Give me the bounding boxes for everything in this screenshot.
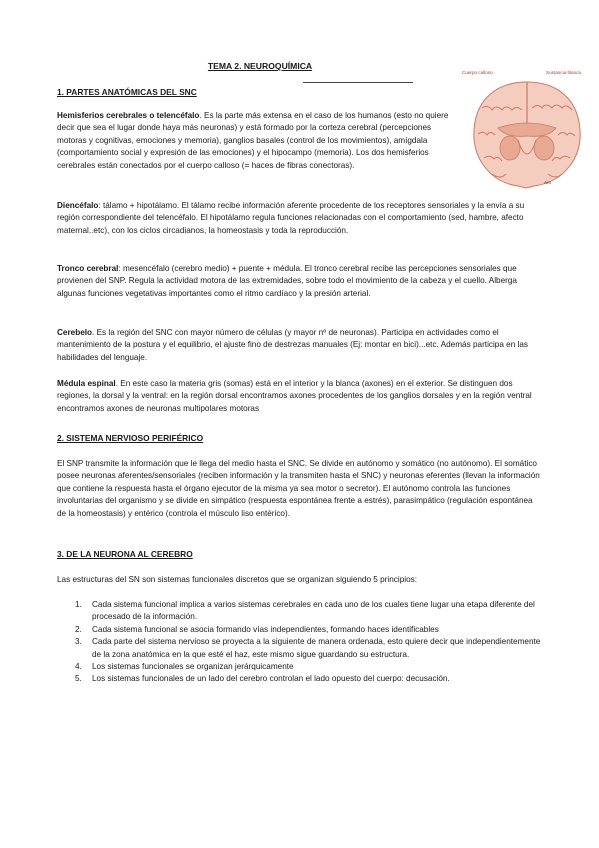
section-heading-3: 3. DE LA NEURONA AL CEREBRO	[57, 549, 193, 559]
list-item-text: Cada sistema funcional implica a varios sistemas cerebrales en cada uno de los cuales tiene lugar una etapa diferente del procesado de la información.	[92, 600, 535, 622]
list-item	[57, 661, 543, 673]
page-title: TEMA 2. NEUROQUÍMICA	[207, 61, 313, 71]
text-diencefalo: : tálamo + hipotálamo. El tálamo recibe información aferente procedente de los receptores sensoriales y la envía a su región correspondiente del telencéfalo. El hipotálamo regula funciones relacionadas con el comportamiento (sed, hambre, afecto maternal..etc), con los ciclos circadianos, la homeostasis y toda la reproducción.	[57, 201, 525, 235]
list-item-number: 1.	[75, 600, 82, 609]
text-telencefalo: . Es la parte más extensa en el caso de los humanos (esto no quiere decir que sea el lugar donde haya más neuronas) y está formado por la corteza cerebral (percepciones motoras y cognitivas, emociones y memoria), ganglios basales (control de los movimientos), amígdala (comportamiento social y expresión de las emociones) y el hipocampo (memoria). Los dos hemisferios cerebrales están conectados por el cuerpo calloso (= haces de fibras conectoras).	[57, 111, 449, 170]
list-item-number: 3.	[75, 637, 82, 647]
section-heading-1: 1. PARTES ANATÓMICAS DEL SNC	[57, 87, 197, 97]
list-item-text: Los sistemas funcionales se organizan jerárquicamente	[92, 662, 294, 672]
text-cerebelo: . Es la región del SNC con mayor número de células (y mayor nº de neuronas). Participa en actividades como el mantenimiento de la postura y el equilibrio, el ajuste fino de destrezas manuales (Ej: montar en bici)...etc. Además participa en las habilidades del lenguaje.	[57, 328, 529, 362]
paragraph-telencefalo	[57, 110, 462, 172]
text-medula-espinal: . En este caso la materia gris (somas) está en el interior y la blanca (axones) en el exterior. Se distinguen dos regiones, la dorsal y la ventral: en la región dorsal encontramos axones procedentes de los ganglios dorsales y en la región ventral encontramos axones de neuronas multipolares motoras	[57, 379, 532, 413]
section-heading-2: 2. SISTEMA NERVIOSO PERIFÉRICO	[57, 433, 204, 443]
title-rule	[303, 82, 413, 83]
term-telencefalo: Hemisferios cerebrales o telencéfalo	[57, 111, 200, 120]
list-item-text: Cada parte del sistema nervioso se proyecta a la siguiente de manera ordenada, esto quiere decir que independientemente de la zona anatómica en la que esté el haz, este mismo sigue guardando su estructura.	[92, 637, 541, 659]
list-item	[57, 636, 543, 661]
figure-label-bottom: Am	[544, 180, 551, 185]
term-tronco-cerebral: Tronco cerebral	[57, 264, 119, 273]
figure-label-right: Sustancia blanca	[546, 70, 581, 75]
paragraph-diencefalo	[57, 200, 543, 237]
list-item-text: Cada sistema funcional se asocia formando vías independientes, formando haces identificables	[92, 624, 439, 634]
paragraph-snp	[57, 458, 543, 520]
paragraph-medula-espinal	[57, 378, 543, 415]
list-item	[57, 599, 543, 624]
list-item	[57, 624, 543, 636]
brain-coronal-illustration	[468, 78, 586, 192]
paragraph-principios-intro	[57, 574, 543, 586]
text-tronco-cerebral: : mesencéfalo (cerebro medio) + puente + médula. El tronco cerebral recibe las percepciones sensoriales que provienen del SNP. Regula la actividad motora de las extremidades, sobre todo el movimiento de la cabeza y el cuello. Alberga algunas funciones vegetativas importantes como el ritmo cardíaco y la presión arterial.	[57, 264, 517, 298]
list-item-number: 4.	[75, 662, 82, 672]
term-cerebelo: Cerebelo	[57, 328, 93, 337]
list-item-text: Los sistemas funcionales de un lado del cerebro controlan el lado opuesto del cuerpo: decusación.	[92, 674, 450, 684]
paragraph-tronco-cerebral	[57, 263, 543, 300]
principles-list	[57, 599, 543, 686]
list-item-number: 5.	[75, 674, 82, 684]
text-principios-intro: Las estructuras del SN son sistemas funcionales discretos que se organizan siguiendo 5 principios:	[57, 575, 417, 584]
brain-section-figure	[460, 66, 588, 192]
list-item-number: 2.	[75, 624, 82, 634]
list-item	[57, 673, 543, 685]
text-snp: El SNP transmite la información que le llega del medio hasta el SNC. Se divide en autónomo y somático (no autónomo). El somático posee neuronas aferentes/sensoriales (reciben información y la transmiten hasta el SNC) y neuronas eferentes (llevan la información que contiene la respuesta hasta el órgano ejecutor de la misma ya sea motor o secretor). El autónomo controla las funciones involuntarias del organismo y se divide en simpático (respuesta espontánea frente a estrés), parasimpático (regulación espontánea de la homeostasis) y entérico (controla el músculo liso entérico).	[57, 459, 540, 518]
term-medula-espinal: Médula espinal	[57, 379, 116, 388]
paragraph-cerebelo	[57, 327, 543, 364]
term-diencefalo: Diencéfalo	[57, 201, 99, 210]
figure-label-left: Cuerpo calloso	[462, 70, 493, 75]
